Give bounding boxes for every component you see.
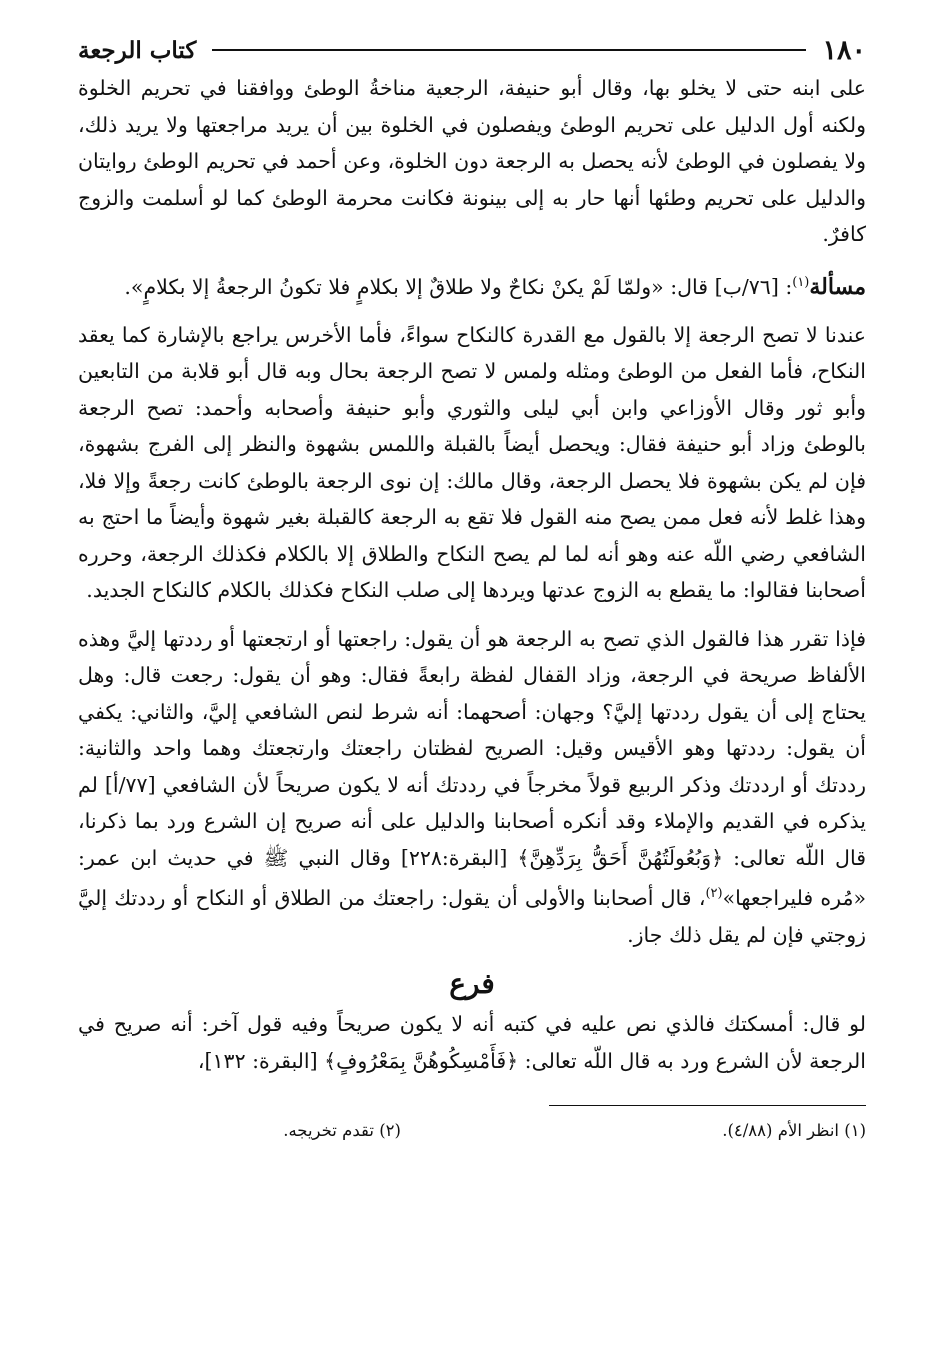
footnote-rule [549, 1105, 866, 1106]
page-header [78, 30, 866, 70]
book-page [78, 30, 866, 1146]
section-heading: فرع [449, 967, 495, 1001]
paragraph-3-text: فإذا تقرر هذا فالقول الذي تصح به الرجعة هو أن يقول: راجعتها أو ارتجعتها أو رددتها إليَّ وهذه الألفاظ صريحة في الرجعة، وزاد القفال لفظة رابعةً فقال: وهو أن يقول: رجعت قال: وهل يحتاج إلى أن يقول رددتها إليَّ؟ وجهان: أصحهما: أنه شرط لنص الشافعي إليَّ، والثاني: يكفي أن يقول: رددتها وهو الأقيس وقيل: الصريح لفظتان راجعتك وارتجعتك وهما واحد والثانية: رددتك أو ارددتك وذكر الربيع قولاً مخرجاً في رددتك أنه لا يكون صريحاً لأن الشافعي [٧٧/أ] لم يذكره في القديم والإملاء وقد أنكره أصحابنا والدليل على أنه صريح إن الشرع ورد بما ذكرنا، قال اللّه تعالى: ﴿وَبُعُولَتُهُنَّ أَحَقُّ بِرَدِّهِنَّ﴾ [البقرة:٢٢٨] وقال النبي ﷺ في حديث ابن عمر: «مُره فليراجعها» [78, 626, 866, 911]
paragraph-2: عندنا لا تصح الرجعة إلا بالقول مع القدرة كالنكاح سواءً، فأما الأخرس يراجع بالإشارة كما يعقد النكاح، فأما الفعل من الوطئ ومثله ولمس لا تصح الرجعة بحال وبه قال أبو قلابة من التابعين وأبو ثور وقال الأوزاعي وابن أبي ليلى والثوري وأبو حنيفة وأصحابه وأحمد: تصح الرجعة بالوطئ وزاد أبو حنيفة فقال: ويحصل أيضاً بالقبلة واللمس بشهوة والنظر إلى الفرج بشهوة، فإن لم يكن بشهوة فلا يحصل الرجعة، وقال مالك: إن نوى الرجعة بالوطئ كانت رجعةً وإلا فلا، وهذا غلط لأنه فعل ممن يصح منه القول فلا تقع به الرجعة كالقبلة بغير شهوة وأيضاً ما احتج به الشافعي رضي اللّه عنه وهو أنه لما لم يصح النكاح والطلاق إلا بالكلام فكذلك الرجعة، وحرره أصحابنا فقالوا: ما يقطع به الزوج عدتها ويردها إلى صلب النكاح فكذلك بالكلام كالنكاح الجديد. [78, 322, 866, 603]
masala-label: مسألة [809, 273, 866, 300]
page-number: ١٨٠ [822, 34, 866, 66]
masala-paragraph [78, 265, 866, 305]
footnotes [78, 1116, 866, 1146]
paragraph-4: لو قال: أمسكتك فالذي نص عليه في كتبه أنه لا يكون صريحاً وفيه قول آخر: أنه صريح في الرجعة لأن الشرع ورد به قال اللّه تعالى: ﴿فَأَمْسِكُوهُنَّ بِمَعْرُوفٍ﴾ [البقرة: ١٣٢]، [78, 1012, 866, 1073]
chapter-title: كتاب الرجعة [78, 36, 197, 64]
paragraph-3-tail: ، قال أصحابنا والأولى أن يقول: راجعتك من الطلاق أو النكاح أو رددتك إليَّ زوجتي فإن لم يقل ذلك جاز. [78, 886, 866, 947]
paragraph-3 [78, 621, 866, 953]
footnote-1: (١) انظر الأم (٤/٨٨). [722, 1121, 866, 1141]
masala-text: : [٧٦/ب] قال: «ولمّا لَمْ يكنْ نكاحٌ ولا طلاقٌ إلا بكلامٍ فلا تكونُ الرجعةُ إلا بكلامٍ». [124, 274, 793, 299]
footnote-ref-2: (٢) [705, 886, 723, 902]
paragraph-1: على ابنه حتى لا يخلو بها، وقال أبو حنيفة، الرجعية مناخةُ الوطئ ووافقنا في تحريم الخلوة ولكنه أول الدليل على تحريم الوطئ ويفصلون في الخلوة بين أن يريد مراجعتها ولا يريد ذلك، ولا يفصلون في الوطئ لأنه يحصل به الرجعة دون الخلوة، وعن أحمد في تحريم الوطئ روايتان والدليل على تحريم وطئها أنها حار به إلى بينونة فكانت محرمة الوطئ كما لو أسلمت والزوج كافرٌ. [78, 76, 866, 246]
footnote-ref-1: (١) [792, 274, 810, 290]
header-rule [212, 49, 806, 51]
footnote-2: (٢) تقدم تخريجه. [283, 1121, 401, 1141]
